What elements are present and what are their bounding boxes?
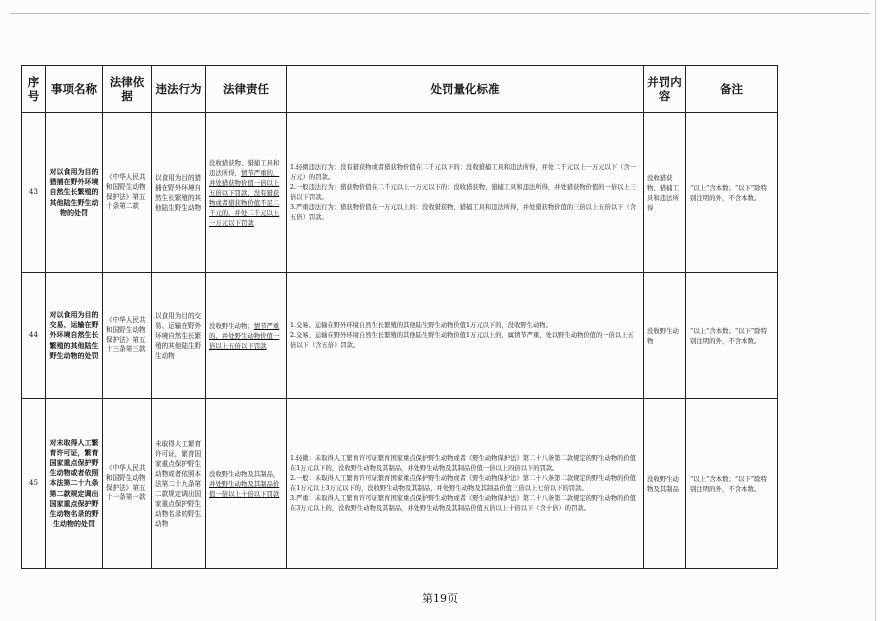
row-item-name: 对以食用为目的猎捕在野外环境自然生长繁殖的其他陆生野生动物的处罚	[46, 113, 103, 273]
row-note: “以上”含本数；“以下”除特别注明的外，不含本数。	[686, 399, 778, 569]
responsibility-underlined: 情节严重的，并处野生动物价值一倍以上五倍以下罚款	[209, 321, 280, 350]
penalty-table	[21, 65, 778, 569]
row-note: “以上”含本数；“以下”除特别注明的外，不含本数。	[686, 273, 778, 399]
row-index: 43	[22, 113, 46, 273]
row-standard	[287, 113, 644, 273]
row-violation: 以食用为目的猎捕在野外环境自然生长繁殖的其他陆生野生动物	[152, 113, 206, 273]
standard-item: 1.轻微违法行为：没有猎获物或者猎获物价值在二千元以下的：没收猎捕工具和违法所得，并处二千元以上一万元以下（含一万元）的罚款。	[290, 163, 637, 181]
header-responsibility: 法律责任	[206, 66, 287, 113]
right-edge	[875, 0, 876, 621]
responsibility-underlined: 情节严重的，并处猎获物价值一倍以上五倍以下罚款，没有猎获物或者猎获物价值不足二千元的，并处二千元以上一万元以下罚款	[209, 168, 280, 227]
row-violation: 以食用为目的交易、运输在野外环境自然生长繁殖的其他陆生野生动物	[152, 273, 206, 399]
standard-item: 2.一般违法行为：猎获物价值在二千元以上一万元以下的：没收猎获物、猎捕工具和违法所得，并处猎获物价值的一倍以上三倍以下罚款。	[290, 183, 637, 201]
responsibility-text: 没收野生动物；	[209, 321, 254, 330]
standard-item: 1.交易、运输在野外环境自然生长繁殖的其他陆生野生动物价值1万元以下的，没收野生动物。	[290, 321, 552, 329]
responsibility-text: 没收猎获物、猎捕工具和违法所得，	[209, 158, 280, 177]
row-legal-basis: 《中华人民共和国野生动物保护法》第五十三条第三款	[103, 273, 152, 399]
row-joint-penalty: 没收野生动物	[644, 273, 686, 399]
standard-item: 1.轻微：未取得人工繁育许可证繁育国家重点保护野生动物或者《野生动物保护法》第二十八条第二款规定的野生动物的价值在1万元以下的，没收野生动物及其制品，并处野生动物及其制品价值一倍以上四倍以下的罚款。	[290, 454, 637, 472]
header-joint-penalty: 并罚内容	[644, 66, 686, 113]
responsibility-underlined: 并处野生动物及其制品价值一倍以上十倍以下罚款	[209, 479, 280, 498]
header-index: 序号	[22, 66, 46, 113]
responsibility-text: 没收野生动物及其制品，	[209, 469, 280, 478]
header-act: 违法行为	[152, 66, 206, 113]
header-note: 备注	[686, 66, 778, 113]
row-standard	[287, 399, 644, 569]
standard-item: 3.严重违法行为：猎获物价值在一万元以上的：没收猎获物、猎捕工具和违法所得，并处猎获物价值的三倍以上五倍以下（含五倍）罚款。	[290, 203, 637, 221]
standard-item: 2.交易、运输在野外环境自然生长繁殖的其他陆生野生动物价值1万元以上的，属情节严重，处以野生动物价值的一倍以上五倍以下（含五倍）罚款。	[290, 331, 634, 349]
row-responsibility	[206, 273, 287, 399]
table-header-row	[22, 66, 778, 113]
row-legal-basis: 《中华人民共和国野生动物保护法》第五十一条第一款	[103, 399, 152, 569]
header-name: 事项名称	[46, 66, 103, 113]
header-basis: 法律依据	[103, 66, 152, 113]
page-number: 第19页	[422, 592, 458, 605]
row-joint-penalty: 没收野生动物及其制品	[644, 399, 686, 569]
table-row	[22, 113, 778, 273]
table-row	[22, 273, 778, 399]
row-index: 45	[22, 399, 46, 569]
standard-item: 3.严重：未取得人工繁育许可证繁育国家重点保护野生动物或者《野生动物保护法》第二十八条第二款规定的野生动物的价值在3万元以上的，没收野生动物及其制品，并处野生动物及其制品价值五倍以上十倍以下（含十倍）的罚款。	[290, 494, 637, 512]
row-joint-penalty: 没收猎获物、猎捕工具和违法所得	[644, 113, 686, 273]
row-index: 44	[22, 273, 46, 399]
row-violation: 未取得人工繁育许可证，繁育国家重点保护野生动物或者依照本法第二十九条第二款规定调出国家重点保护野生动物名录的野生动物	[152, 399, 206, 569]
row-responsibility	[206, 113, 287, 273]
header-standard: 处罚量化标准	[287, 66, 644, 113]
row-legal-basis: 《中华人民共和国野生动物保护法》第五十条第二款	[103, 113, 152, 273]
top-rule	[10, 13, 870, 14]
row-item-name: 对以食用为目的交易、运输在野外环境自然生长繁殖的其他陆生野生动物的处罚	[46, 273, 103, 399]
row-note: “以上”含本数；“以下”除特别注明的外，不含本数。	[686, 113, 778, 273]
row-responsibility	[206, 399, 287, 569]
table-row	[22, 399, 778, 569]
row-item-name: 对未取得人工繁育许可证，繁育国家重点保护野生动物或者依照本法第二十九条第二款规定调出国家重点保护野生动物名录的野生动物的处罚	[46, 399, 103, 569]
row-standard	[287, 273, 644, 399]
standard-item: 2.一般：未取得人工繁育许可证繁育国家重点保护野生动物或者《野生动物保护法》第二十八条第二款规定的野生动物的价值在1万元以上3万元以下的，没收野生动物及其制品，并处野生动物及其制品价值三倍以上七倍以下的罚款。	[290, 474, 637, 492]
